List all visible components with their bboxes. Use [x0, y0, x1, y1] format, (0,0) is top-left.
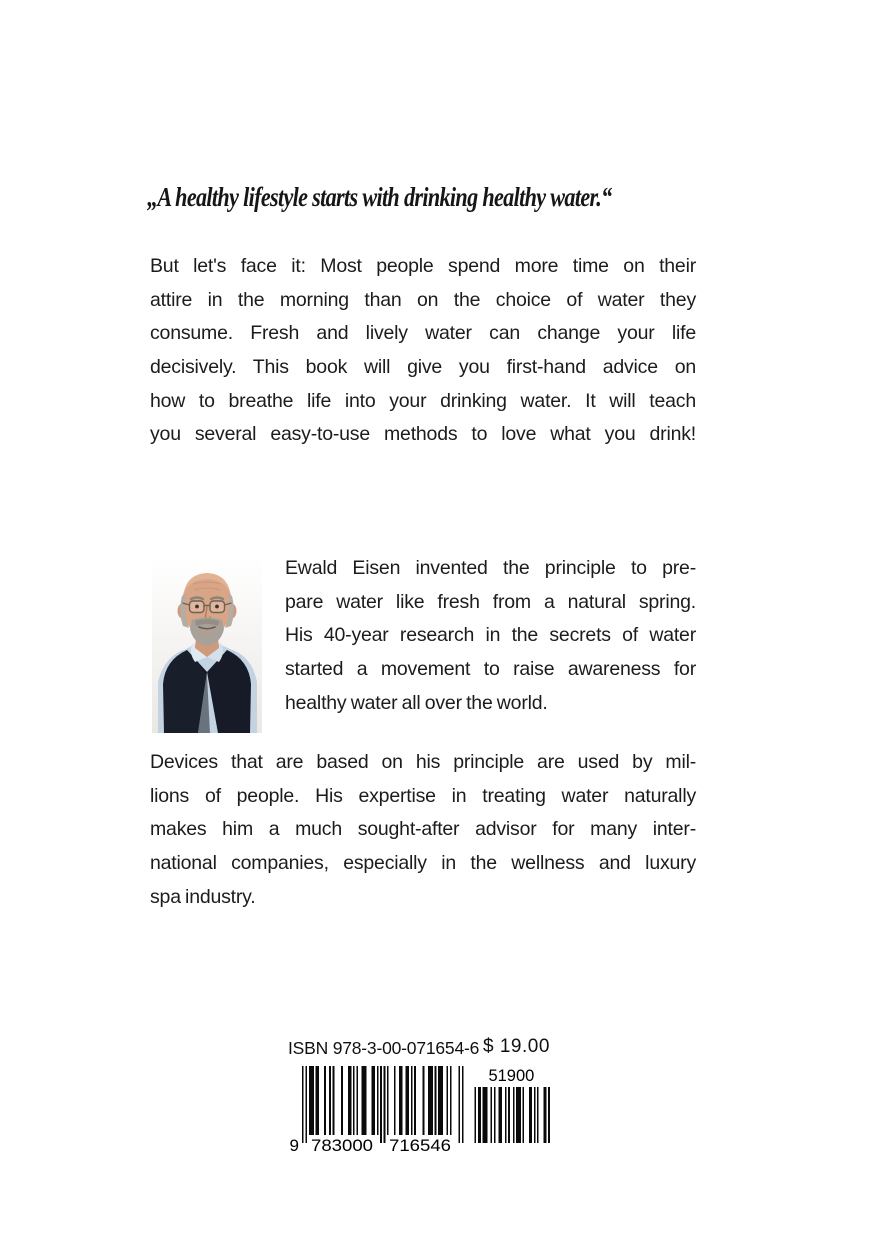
barcode-bar: [537, 1087, 539, 1143]
barcode-bar: [406, 1066, 409, 1135]
isbn-number: ISBN 978-3-00-071654-6: [288, 1038, 480, 1058]
barcode-bar: [450, 1066, 452, 1135]
barcode-bar: [435, 1066, 437, 1135]
barcode-bar: [372, 1066, 375, 1135]
barcode-bar: [523, 1087, 525, 1143]
author-photo: [152, 556, 262, 733]
text-line: national companies, especially in the wellness and luxury: [150, 852, 696, 875]
outro-paragraph: [150, 746, 696, 914]
barcode-digits: 51900: [488, 1067, 535, 1085]
barcode-bar: [529, 1087, 532, 1143]
text-line: healthy water all over the world.: [285, 691, 548, 714]
barcode-bar: [475, 1087, 477, 1143]
text-line: you several easy-to-use methods to love what you drink!: [150, 423, 696, 446]
barcode-bar: [447, 1066, 449, 1135]
text-line: pare water like fresh from a natural spring.: [285, 590, 696, 613]
text-line: started a movement to raise awareness for: [285, 658, 696, 681]
barcode-bar: [329, 1066, 331, 1135]
text-line: how to breathe life into your drinking water. It will teach: [150, 389, 696, 412]
barcode-bar: [505, 1087, 507, 1143]
barcode-bar: [387, 1066, 389, 1135]
barcode-bar: [534, 1087, 536, 1143]
barcode-bar: [414, 1066, 416, 1135]
text-line: makes him a much sought-after advisor for many inter-: [150, 818, 696, 841]
barcode-bar: [302, 1066, 304, 1143]
barcode-bar: [438, 1066, 443, 1135]
barcode-bar: [377, 1066, 379, 1135]
barcode-bar: [333, 1066, 335, 1135]
text-line: His 40-year research in the secrets of water: [285, 624, 696, 647]
text-line: Ewald Eisen invented the principle to pre-: [285, 557, 696, 579]
barcode-bar: [462, 1066, 464, 1143]
price: $ 19.00: [483, 1036, 550, 1057]
text-line: spa industry.: [150, 885, 256, 908]
barcode-digits: 9: [289, 1136, 299, 1154]
text-line: consume. Fresh and lively water can change your life: [150, 322, 696, 345]
barcode-bar: [380, 1066, 382, 1143]
barcode-bar: [516, 1087, 521, 1143]
barcode-bar: [458, 1066, 460, 1143]
barcode-bar: [394, 1066, 396, 1135]
author-bio: [285, 552, 696, 720]
barcode-bar: [483, 1087, 488, 1143]
barcode-bar: [362, 1066, 367, 1135]
text-line: decisively. This book will give you first-hand advice on: [150, 356, 696, 379]
barcode-bar: [341, 1066, 343, 1135]
barcode-bar: [305, 1066, 307, 1143]
barcode-bar: [399, 1066, 402, 1135]
barcode-bar: [499, 1087, 502, 1143]
barcode-bar: [324, 1066, 326, 1135]
intro-paragraph: [150, 250, 696, 452]
barcode-bar: [348, 1066, 351, 1135]
barcode-bar: [353, 1066, 355, 1135]
text-line: Devices that are based on his principle are used by mil-: [150, 751, 696, 773]
barcode-bar: [411, 1066, 413, 1135]
text-line: lions of people. His expertise in treating water naturally: [150, 784, 696, 807]
barcode-digits: 716546: [389, 1136, 451, 1154]
text-line: attire in the morning than on the choice of water they: [150, 288, 696, 311]
ean13-barcode: [288, 1062, 556, 1154]
barcode-bar: [316, 1066, 319, 1135]
barcode-bar: [309, 1066, 314, 1135]
barcode-bar: [384, 1066, 386, 1143]
barcode-bar: [428, 1066, 433, 1135]
pull-quote: „A healthy lifestyle starts with drinking healthy water.“: [147, 182, 612, 212]
barcode-bar: [548, 1087, 550, 1143]
barcode-bar: [513, 1087, 515, 1143]
barcode-bar: [543, 1087, 546, 1143]
barcode-bar: [494, 1087, 496, 1143]
barcode-bar: [508, 1087, 510, 1143]
author-photo-illustration: [152, 556, 262, 733]
barcode-digits: 783000: [311, 1136, 373, 1154]
barcode-bar: [491, 1087, 493, 1143]
barcode-bar: [423, 1066, 425, 1135]
barcode-bar: [478, 1087, 481, 1143]
barcode-bar: [356, 1066, 358, 1135]
text-line: But let's face it: Most people spend more time on their: [150, 255, 696, 277]
